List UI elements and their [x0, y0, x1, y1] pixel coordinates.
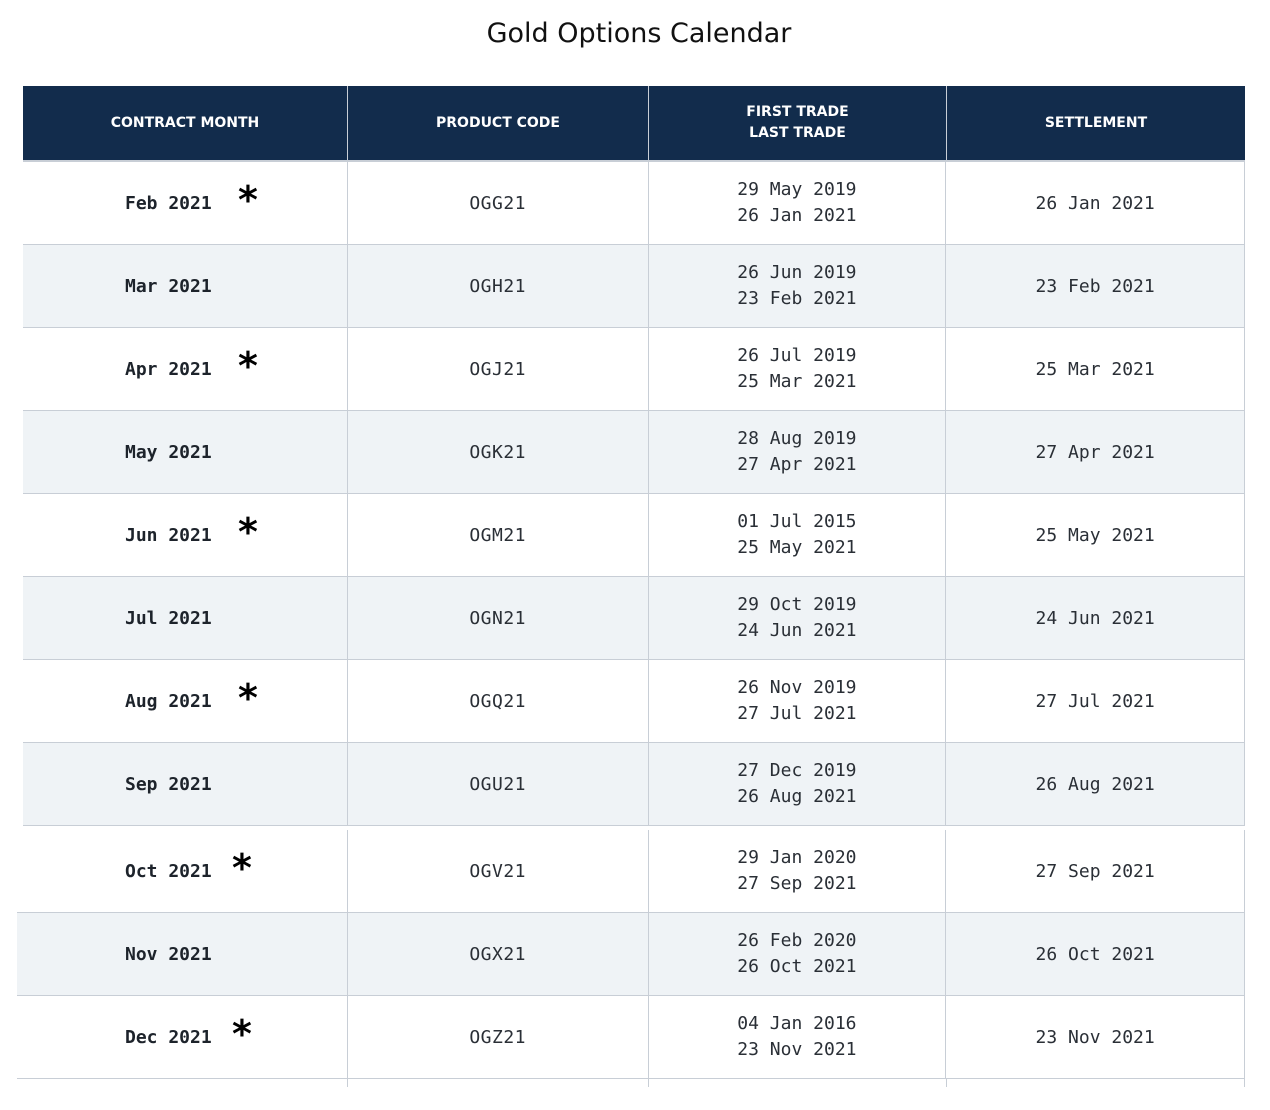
- contract-month: Jul 2021: [125, 607, 212, 629]
- table-row: [23, 162, 1245, 245]
- header-first-trade: FIRST TRADE: [746, 104, 849, 120]
- table-header: [23, 86, 1245, 162]
- last-trade-date: 24 Jun 2021: [737, 620, 857, 641]
- first-trade-date: 26 Feb 2020: [737, 930, 857, 951]
- table-row: [23, 577, 1245, 660]
- trade-dates-cell: [649, 577, 947, 659]
- settlement-date: 26 Aug 2021: [1035, 773, 1155, 795]
- settlement-cell: [946, 494, 1244, 576]
- contract-month: Mar 2021: [125, 275, 212, 297]
- product-code-cell: [348, 743, 649, 825]
- trade-dates-cell: [649, 411, 947, 493]
- table-continuation: [23, 1079, 1245, 1087]
- last-trade-date: 26 Jan 2021: [737, 205, 857, 226]
- contract-month-cell: [23, 494, 348, 576]
- product-code-cell: [348, 577, 649, 659]
- contract-month: Aug 2021: [125, 690, 212, 712]
- header-contract-month[interactable]: CONTRACT MONTH: [23, 86, 348, 160]
- asterisk-marker: *: [232, 1012, 252, 1056]
- asterisk-marker: *: [238, 344, 258, 388]
- first-trade-date: 29 Oct 2019: [737, 594, 857, 615]
- product-code: OGN21: [469, 607, 526, 629]
- table-row: [17, 913, 1245, 996]
- product-code-cell: [348, 162, 649, 244]
- settlement-cell: [946, 162, 1244, 244]
- settlement-cell: [946, 328, 1244, 410]
- product-code-cell: [348, 660, 649, 742]
- product-code: OGM21: [469, 524, 526, 546]
- last-trade-date: 25 Mar 2021: [737, 371, 857, 392]
- asterisk-marker: *: [238, 510, 258, 554]
- product-code: OGK21: [469, 441, 526, 463]
- last-trade-date: 25 May 2021: [737, 537, 857, 558]
- asterisk-marker: *: [232, 846, 252, 890]
- settlement-cell: [946, 743, 1244, 825]
- table-body: [23, 162, 1245, 1079]
- trade-dates-cell: [649, 996, 947, 1078]
- product-code-cell: [348, 245, 649, 327]
- table-row: [23, 245, 1245, 328]
- first-trade-date: 27 Dec 2019: [737, 760, 857, 781]
- settlement-date: 26 Oct 2021: [1035, 943, 1155, 965]
- contract-month: May 2021: [125, 441, 212, 463]
- trade-dates-cell: [649, 830, 947, 912]
- settlement-cell: [946, 830, 1244, 912]
- product-code-cell: [348, 411, 649, 493]
- product-code-cell: [348, 328, 649, 410]
- settlement-cell: [946, 660, 1244, 742]
- trade-dates-cell: [649, 494, 947, 576]
- product-code-cell: [348, 913, 649, 995]
- settlement-date: 25 Mar 2021: [1035, 358, 1155, 380]
- asterisk-marker: *: [238, 178, 258, 222]
- contract-month-cell: [17, 913, 348, 995]
- product-code: OGJ21: [469, 358, 526, 380]
- contract-month: Feb 2021: [125, 192, 212, 214]
- settlement-cell: [946, 577, 1244, 659]
- settlement-date: 27 Sep 2021: [1035, 860, 1155, 882]
- header-first-last-trade[interactable]: [649, 86, 947, 160]
- contract-month: Jun 2021: [125, 524, 212, 546]
- product-code: OGQ21: [469, 690, 526, 712]
- page-title: Gold Options Calendar: [486, 18, 792, 49]
- contract-month-cell: [23, 743, 348, 825]
- settlement-date: 23 Nov 2021: [1035, 1026, 1155, 1048]
- last-trade-date: 27 Jul 2021: [737, 703, 857, 724]
- trade-dates-cell: [649, 743, 947, 825]
- first-trade-date: 26 Jun 2019: [737, 262, 857, 283]
- contract-month: Sep 2021: [125, 773, 212, 795]
- product-code: OGZ21: [469, 1026, 526, 1048]
- table-row: [23, 328, 1245, 411]
- asterisk-marker: *: [238, 676, 258, 720]
- contract-month-cell: [23, 245, 348, 327]
- first-trade-date: 29 Jan 2020: [737, 847, 857, 868]
- last-trade-date: 27 Apr 2021: [737, 454, 857, 475]
- contract-month-cell: [23, 162, 348, 244]
- trade-dates-cell: [649, 913, 947, 995]
- contract-month-cell: [23, 328, 348, 410]
- table-row: [23, 411, 1245, 494]
- product-code: OGH21: [469, 275, 526, 297]
- table-row: [17, 996, 1245, 1079]
- contract-month-cell: [23, 660, 348, 742]
- settlement-cell: [946, 245, 1244, 327]
- header-last-trade: LAST TRADE: [749, 125, 846, 141]
- first-trade-date: 04 Jan 2016: [737, 1013, 857, 1034]
- first-trade-date: 01 Jul 2015: [737, 511, 857, 532]
- trade-dates-cell: [649, 245, 947, 327]
- contract-month: Dec 2021: [125, 1026, 212, 1048]
- settlement-date: 27 Jul 2021: [1035, 690, 1155, 712]
- first-trade-date: 26 Nov 2019: [737, 677, 857, 698]
- settlement-cell: [946, 411, 1244, 493]
- contract-month-cell: [17, 830, 348, 912]
- table-row: [17, 830, 1245, 913]
- last-trade-date: 23 Feb 2021: [737, 288, 857, 309]
- product-code: OGV21: [469, 860, 526, 882]
- product-code-cell: [348, 494, 649, 576]
- contract-month-cell: [23, 577, 348, 659]
- trade-dates-cell: [649, 660, 947, 742]
- header-settlement[interactable]: SETTLEMENT: [1044, 114, 1148, 131]
- settlement-date: 25 May 2021: [1035, 524, 1155, 546]
- trade-dates-cell: [649, 328, 947, 410]
- table-row: [23, 743, 1245, 826]
- settlement-date: 23 Feb 2021: [1035, 275, 1155, 297]
- product-code: OGX21: [469, 943, 526, 965]
- last-trade-date: 26 Aug 2021: [737, 786, 857, 807]
- product-code: OGG21: [469, 192, 526, 214]
- settlement-date: 26 Jan 2021: [1035, 192, 1155, 214]
- table-row: [23, 494, 1245, 577]
- contract-month: Apr 2021: [125, 358, 212, 380]
- contract-month: Oct 2021: [125, 860, 212, 882]
- last-trade-date: 26 Oct 2021: [737, 956, 857, 977]
- contract-month-cell: [17, 996, 348, 1078]
- product-code-cell: [348, 830, 649, 912]
- contract-month: Nov 2021: [125, 943, 212, 965]
- first-trade-date: 26 Jul 2019: [737, 345, 857, 366]
- contract-month-cell: [23, 411, 348, 493]
- settlement-cell: [946, 996, 1244, 1078]
- product-code-cell: [348, 996, 649, 1078]
- first-trade-date: 29 May 2019: [737, 179, 857, 200]
- last-trade-date: 27 Sep 2021: [737, 873, 857, 894]
- header-product-code[interactable]: PRODUCT CODE: [348, 86, 649, 160]
- product-code: OGU21: [469, 773, 526, 795]
- settlement-date: 24 Jun 2021: [1035, 607, 1155, 629]
- table-row: [23, 660, 1245, 743]
- first-trade-date: 28 Aug 2019: [737, 428, 857, 449]
- settlement-date: 27 Apr 2021: [1035, 441, 1155, 463]
- last-trade-date: 23 Nov 2021: [737, 1039, 857, 1060]
- settlement-cell: [946, 913, 1244, 995]
- options-calendar-table: [23, 86, 1245, 1087]
- trade-dates-cell: [649, 162, 947, 244]
